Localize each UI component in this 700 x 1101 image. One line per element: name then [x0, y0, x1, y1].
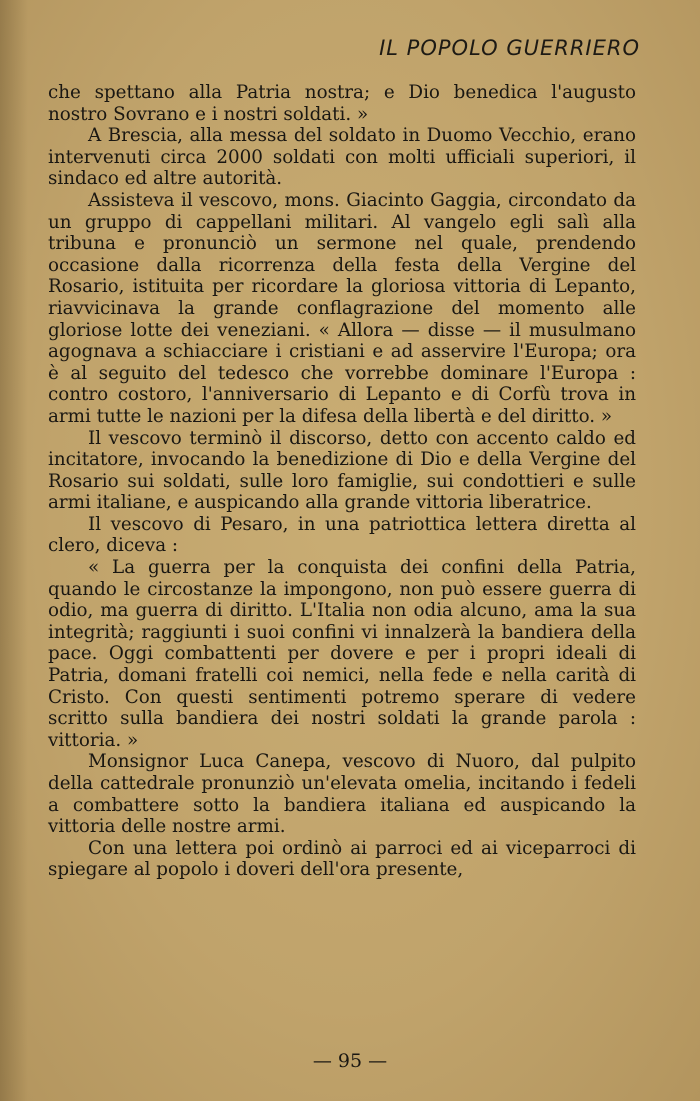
paragraph-1: che spettano alla Patria nostra; e Dio benedica l'augusto nostro Sovrano e i nostri soldati. »	[48, 82, 636, 125]
paragraph-6: « La guerra per la conquista dei confini della Patria, quando le circostanze la impongono, non può essere guerra di odio, ma guerra di diritto. L'Italia non odia alcuno, ama la sua integrità; raggiunti i suoi confini vi innalzerà la bandiera della pace. Oggi combattenti per dovere e per i propri ideali di Patria, domani fratelli coi nemici, nella fede e nella carità di Cristo. Con questi sentimenti potremo sperare di vedere scritto sulla bandiera dei nostri soldati la grande parola : vittoria. »	[48, 557, 636, 751]
page-number: — 95 —	[312, 1050, 388, 1072]
paragraph-8: Con una lettera poi ordinò ai parroci ed ai viceparroci di spiegare al popolo i doveri dell'ora presente,	[48, 837, 636, 881]
paragraph-2: A Brescia, alla messa del soldato in Duomo Vecchio, erano intervenuti circa 2000 soldati con molti ufficiali superiori, il sindaco ed altre autorità.	[48, 125, 636, 190]
paragraph-4: Il vescovo terminò il discorso, detto con accento caldo ed incitatore, invocando la benedizione di Dio e della Vergine del Rosario sui soldati, sulle loro famiglie, sui condottieri e sulle armi italiane, e auspicando alla grande vittoria liberatrice.	[48, 427, 636, 514]
running-head: IL POPOLO GUERRIERO	[379, 36, 640, 60]
gutter-shadow	[0, 0, 28, 1101]
body-text	[48, 82, 636, 881]
paragraph-5: Il vescovo di Pesaro, in una patriottica lettera diretta al clero, diceva :	[48, 513, 636, 557]
paragraph-7: Monsignor Luca Canepa, vescovo di Nuoro, dal pulpito della cattedrale pronunziò un'elevata omelia, incitando i fedeli a combattere sotto la bandiera italiana ed auspicando la vittoria delle nostre armi.	[48, 751, 636, 838]
paragraph-3: Assisteva il vescovo, mons. Giacinto Gaggia, circondato da un gruppo di cappellani militari. Al vangelo egli salì alla tribuna e pronunciò un sermone nel quale, prendendo occasione dalla ricorrenza della festa della Vergine del Rosario, istituita per ricordare la gloriosa vittoria di Lepanto, riavvicinava la grande conflagrazione del momento alle gloriose lotte dei veneziani. « Allora — disse — il musulmano agognava a schiacciare i cristiani e ad asservire l'Europa; ora è al seguito del tedesco che vorrebbe dominare l'Europa : contro costoro, l'anniversario di Lepanto e di Corfù trova in armi tutte le nazioni per la difesa della libertà e del diritto. »	[48, 189, 636, 427]
